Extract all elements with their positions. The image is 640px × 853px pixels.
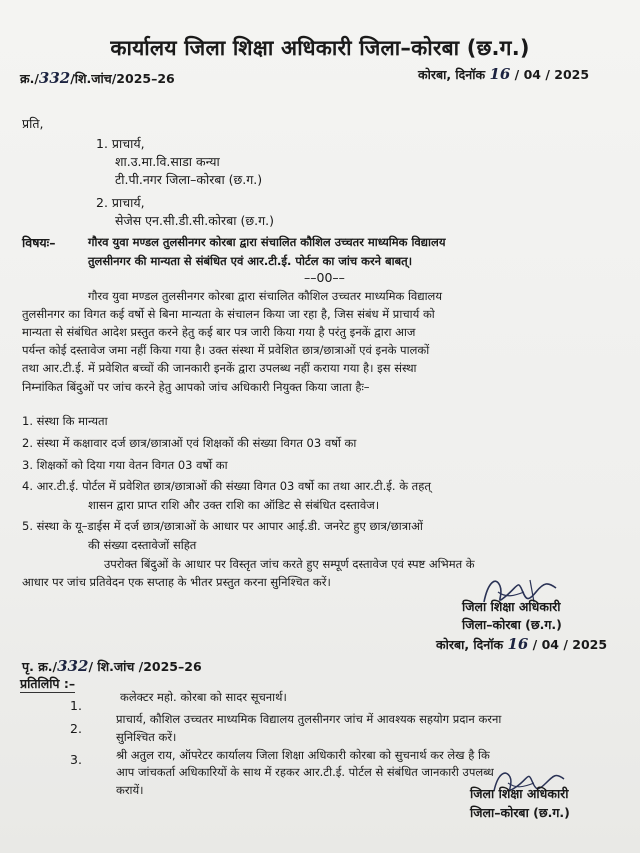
recipient-1-address: टी.पी.नगर जिला–कोरबा (छ.ग.) [115,172,263,187]
sig1-date-day-handwritten: 16 [507,635,529,653]
office-title: कार्यालय जिला शिक्षा अधिकारी जिला–कोरबा (छ.ग.) [110,36,530,60]
point-4: 4. आर.टी.ई. पोर्टल में प्रवेशित छात्र/छात्राओं की संख्या विगत 03 वर्षो का तथा आर.टी.ई. के तहत् [22,479,431,493]
body-line-1: गौरव युवा मण्डल तुलसीनगर कोरबा द्वारा संचालित कौशिल उच्चतर माध्यमिक विद्यालय [88,289,443,303]
copy-2-line-2: सुनिश्चित करें। [116,730,177,744]
prati-label: प्रति, [22,116,44,131]
copy-reference-number [22,658,202,675]
copy-ref-prefix: पृ. क्र./ [22,659,58,674]
point-2: 2. संस्था में कक्षावार दर्ज छात्र/छात्राओं एवं शिक्षकों की संख्या विगत 03 वर्षो का [22,436,357,450]
reference-number [20,70,175,87]
signature-2-district: जिला–कोरबा (छ.ग.) [470,805,570,820]
point-5-continued: की संख्या दस्तावेजों सहित [88,538,197,552]
closing-line-1: उपरोक्त बिंदुओं के आधार पर विस्तृत जांच करते हुए सम्पूर्ण दस्तावेज एवं स्पष्ट अभिमत के [104,557,475,571]
point-3: 3. शिक्षकों को दिया गया वेतन विगत 03 वर्षो का [22,458,228,472]
point-1: 1. संस्था कि मान्यता [22,414,108,428]
date-prefix: कोरबा, दिनॉक [418,67,486,82]
signature-1-district: जिला–कोरबा (छ.ग.) [462,617,562,632]
ref-suffix: /शि.जांच/2025–26 [70,71,175,86]
closing-line-2: आधार पर जांच प्रतिवेदन एक सप्ताह के भीतर प्रस्तुत करना सुनिश्चित करें। [22,575,331,589]
body-line-6: निम्नांकित बिंदुओं पर जांच करने हेतु आपको जांच अधिकारी नियुक्त किया जाता हैः– [22,380,370,394]
copy-ref-number-handwritten: 332 [57,657,89,675]
copy-ref-suffix: / शि.जांच /2025–26 [88,659,202,674]
body-line-4: पर्यन्त कोई दस्तावेज जमा नहीं किया गया है। उक्त संस्था में प्रवेशित छात्र/छात्राओं एवं इनके पालकों [22,343,430,357]
letter-date [418,66,589,83]
body-line-2: तुलसीनगर का विगत कई वर्षो से बिना मान्यता के संचालन किया जा रहा है, जिस संबंध में प्राचार्य को [22,307,435,321]
copy-label: प्रतिलिपि :– [20,676,76,691]
copy-1-text: कलेक्टर महो. कोरबा को सादर सूचनार्थ। [120,690,287,704]
signature-2-designation: जिला शिक्षा अधिकारी [470,786,569,801]
copy-3-line-2: आप जांचकर्ता अधिकारियों के साथ में रहकर आर.टी.ई. पोर्टल से संबंधित जानकारी उपलब्ध [116,765,494,779]
point-5: 5. संस्था के यू–डाईस में दर्ज छात्र/छात्राओं के आधार पर आपार आई.डी. जनरेट हुए छात्र/छात्राओं [22,519,423,533]
subject-label: विषयः– [22,235,56,250]
subject-divider: ––00–– [304,270,345,285]
copy-3-line-3: करायें। [116,783,144,797]
recipient-2-school: सेजेस एन.सी.डी.सी.कोरबा (छ.ग.) [115,213,274,228]
recipient-2-title: 2. प्राचार्य, [96,195,145,210]
copy-3-line-1: श्री अतुल राय, ऑपरेटर कार्यालय जिला शिक्षा अधिकारी कोरबा को सुचनार्थ कर लेख है कि [116,748,490,762]
date-day-handwritten: 16 [489,65,511,83]
copy-2-line-1: प्राचार्य, कौशिल उच्चतर माध्यमिक विद्यालय तुलसीनगर जांच में आवश्यक सहयोग प्रदान करना [116,712,502,726]
recipient-1-school: शा.उ.मा.वि.साडा कन्या [115,154,220,169]
body-line-5: तथा आर.टी.ई. में प्रवेशित बच्चों की जानकारी इनकें द्वारा उपलब्ध नहीं कराया गया है। इस संस्था [22,361,417,375]
signature-1-date [436,636,607,653]
copy-2-number: 2. [70,721,82,736]
point-4-continued: शासन द्वारा प्राप्त राशि और उक्त राशि का ऑडिट से संबंधित दस्तावेज। [88,498,380,512]
date-suffix: / 04 / 2025 [514,67,590,82]
signature-1-designation: जिला शिक्षा अधिकारी [462,599,561,614]
recipient-1-title: 1. प्राचार्य, [96,136,145,151]
ref-number-handwritten: 332 [38,69,71,87]
sig1-date-suffix: / 04 / 2025 [532,637,608,652]
body-line-3: मान्यता से संबंधित आदेश प्रस्तुत करने हेतु कई बार पत्र जारी किया गया है परंतु इनकें द्वारा आज [22,325,416,339]
sig1-date-prefix: कोरबा, दिनॉक [436,637,504,652]
subject-line-1: गौरव युवा मण्डल तुलसीनगर कोरबा द्वारा संचालित कौशिल उच्चतर माध्यमिक विद्यालय [88,235,446,249]
copy-3-number: 3. [70,752,82,767]
copy-1-number: 1. [70,698,82,713]
ref-prefix: क्र./ [20,71,39,86]
subject-line-2: तुलसीनगर की मान्यता से संबंधित एवं आर.टी.ई. पोर्टल का जांच करने बाबत्। [88,254,413,268]
